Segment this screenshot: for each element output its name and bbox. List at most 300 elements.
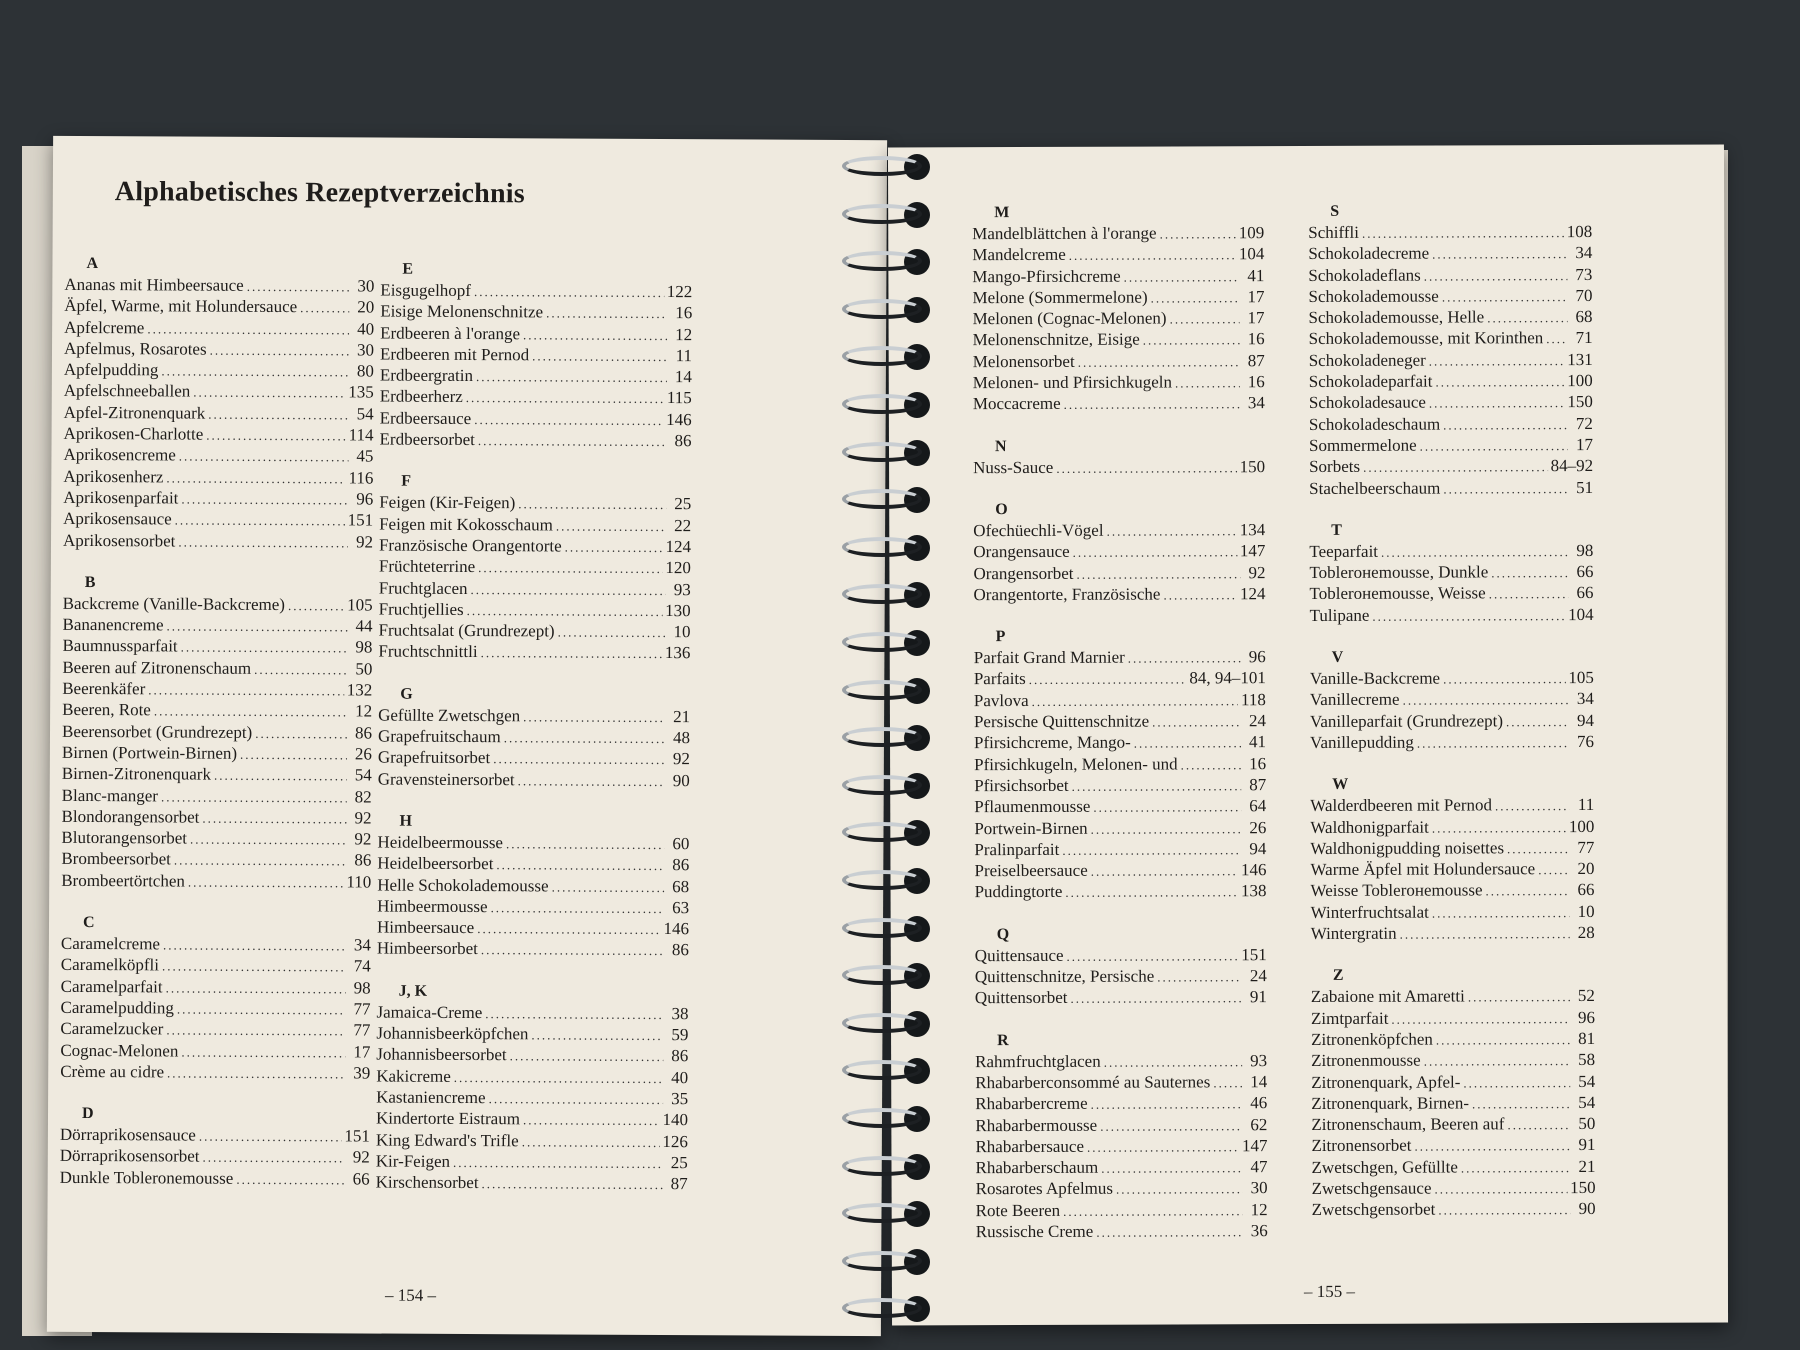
page-reference: 71 bbox=[1575, 328, 1593, 348]
index-entry bbox=[976, 1199, 1268, 1221]
recipe-name: Gefüllte Zwetschgen bbox=[378, 705, 521, 726]
page-reference: 21 bbox=[1578, 1156, 1596, 1176]
page-reference: 26 bbox=[1249, 817, 1267, 837]
dot-leader bbox=[254, 659, 347, 681]
index-entry bbox=[974, 774, 1266, 796]
index-entry bbox=[1310, 816, 1594, 838]
recipe-name: Apfel-Zitronenquark bbox=[63, 402, 206, 423]
page-reference: 150 bbox=[1570, 1177, 1596, 1198]
page-reference: 114 bbox=[348, 425, 374, 445]
index-entry bbox=[975, 965, 1267, 987]
dot-leader bbox=[466, 387, 664, 409]
page-reference: 20 bbox=[1577, 859, 1595, 879]
page-reference: 109 bbox=[1238, 223, 1265, 243]
page-reference: 124 bbox=[1239, 584, 1266, 604]
page-reference: 147 bbox=[1241, 1135, 1268, 1156]
dot-leader bbox=[214, 765, 347, 787]
page-reference: 104 bbox=[1238, 244, 1265, 264]
dot-leader bbox=[1442, 286, 1568, 308]
index-entry bbox=[974, 731, 1266, 753]
recipe-name: Schokoladesauce bbox=[1308, 392, 1426, 413]
recipe-name: Himbeersauce bbox=[376, 917, 475, 938]
index-entry bbox=[973, 371, 1265, 393]
recipe-name: Crème au cidre bbox=[60, 1061, 165, 1082]
dot-leader bbox=[481, 939, 664, 961]
recipe-name: Sommermelone bbox=[1308, 435, 1417, 455]
section-letter: T bbox=[1331, 521, 1342, 539]
index-entry bbox=[61, 975, 371, 998]
page-reference: 90 bbox=[672, 770, 690, 790]
recipe-name: Aprikosenparfait bbox=[63, 487, 179, 508]
page-reference: 36 bbox=[1250, 1221, 1268, 1241]
recipe-name: Pfirsichcreme, Mango- bbox=[973, 732, 1131, 753]
recipe-name: Tulipane bbox=[1309, 605, 1370, 625]
recipe-name: Dörraprikosensauce bbox=[59, 1124, 196, 1145]
dot-leader bbox=[485, 1003, 663, 1025]
index-entry bbox=[380, 280, 692, 303]
index-entry bbox=[376, 1129, 688, 1152]
index-entry bbox=[64, 274, 374, 297]
recipe-name: Rhabarbercreme bbox=[975, 1093, 1088, 1114]
page-reference: 92 bbox=[354, 808, 372, 828]
recipe-name: Zwetschgensorbet bbox=[1311, 1199, 1436, 1220]
page-reference: 77 bbox=[1577, 837, 1595, 857]
page-reference: 24 bbox=[1249, 966, 1267, 986]
page-reference: 91 bbox=[1578, 1135, 1596, 1155]
dot-leader bbox=[523, 1110, 660, 1132]
recipe-name: Brombeersorbet bbox=[61, 849, 171, 869]
dot-leader bbox=[174, 850, 347, 872]
dot-leader bbox=[1538, 859, 1569, 880]
recipe-name: Backcreme (Vanille-Backcreme) bbox=[62, 593, 286, 614]
section-gap bbox=[1310, 625, 1594, 648]
dot-leader bbox=[1100, 1115, 1242, 1137]
recipe-name: Schokolademousse, Helle bbox=[1308, 307, 1485, 328]
recipe-name: Orangensorbet bbox=[973, 563, 1074, 583]
section-letter: R bbox=[997, 1031, 1009, 1049]
index-entry bbox=[974, 689, 1266, 711]
dot-leader bbox=[1463, 1072, 1570, 1094]
recipe-name: Ananas mit Himbeersauce bbox=[64, 274, 244, 295]
section-letter: H bbox=[399, 812, 413, 830]
recipe-name: Aprikosensorbet bbox=[62, 530, 176, 551]
recipe-name: Zwetschgensauce bbox=[1311, 1178, 1432, 1198]
recipe-name: Zitronenquark, Birnen- bbox=[1311, 1093, 1470, 1113]
dot-leader bbox=[1443, 478, 1568, 500]
binding-coil bbox=[838, 676, 932, 706]
recipe-name: Schokoladeparfait bbox=[1308, 371, 1433, 392]
index-entry bbox=[1311, 1070, 1595, 1092]
recipe-name: Blondorangensorbet bbox=[61, 806, 200, 827]
index-entry bbox=[975, 944, 1267, 966]
page-reference: 93 bbox=[1250, 1050, 1268, 1070]
index-entry bbox=[64, 380, 374, 403]
dot-leader bbox=[491, 897, 665, 919]
index-entry bbox=[60, 1039, 370, 1062]
page-reference: 25 bbox=[674, 494, 692, 514]
recipe-name: Puddingtorte bbox=[974, 882, 1063, 902]
index-entry bbox=[380, 343, 692, 366]
recipe-name: Melonen- und Pfirsichkugeln bbox=[972, 372, 1173, 393]
index-entry bbox=[379, 492, 691, 515]
recipe-name: Zitronenschaum, Beeren auf bbox=[1311, 1114, 1505, 1135]
section-letter: J, K bbox=[398, 982, 428, 1000]
index-entry bbox=[1312, 1198, 1596, 1220]
section-letter: W bbox=[1332, 776, 1349, 794]
index-entry bbox=[1309, 306, 1593, 328]
dot-leader bbox=[1417, 732, 1569, 754]
section-letter: Q bbox=[996, 925, 1010, 943]
recipe-name: Fruchtjellies bbox=[378, 599, 464, 619]
index-entry bbox=[63, 508, 373, 531]
recipe-name: Rhabarberconsommé au Sauternes bbox=[975, 1072, 1211, 1093]
dot-leader bbox=[167, 616, 348, 638]
page-reference: 11 bbox=[1577, 795, 1595, 815]
recipe-name: Französische Orangentorte bbox=[378, 535, 562, 556]
dot-leader bbox=[300, 297, 349, 319]
page-reference: 86 bbox=[354, 850, 372, 870]
recipe-name: Grapefruitschaum bbox=[377, 726, 501, 747]
page-reference: 151 bbox=[344, 1126, 370, 1146]
recipe-name: Mandelcreme bbox=[972, 245, 1066, 265]
index-entry bbox=[376, 1172, 688, 1195]
dot-leader bbox=[1372, 605, 1565, 627]
recipe-name: Heidelbeersorbet bbox=[377, 853, 494, 874]
dot-leader bbox=[1163, 584, 1237, 606]
index-entry bbox=[975, 986, 1267, 1008]
section-gap bbox=[377, 959, 689, 983]
recipe-name: Erdbeeren à l'orange bbox=[380, 323, 521, 343]
page-reference: 77 bbox=[353, 999, 371, 1019]
page-reference: 17 bbox=[353, 1041, 371, 1061]
binding-coil bbox=[838, 1294, 932, 1324]
page-reference: 64 bbox=[1249, 796, 1267, 816]
page-reference: 34 bbox=[1247, 393, 1265, 413]
recipe-name: Kakicreme bbox=[376, 1066, 451, 1086]
recipe-name: Persische Quittenschnitze bbox=[973, 711, 1150, 732]
recipe-name: Quittensorbet bbox=[974, 988, 1068, 1008]
page-reference: 30 bbox=[356, 340, 375, 360]
page-reference: 16 bbox=[1247, 329, 1265, 349]
page-reference: 16 bbox=[1249, 753, 1267, 773]
section-letter: M bbox=[994, 204, 1010, 222]
page-reference: 51 bbox=[1576, 477, 1594, 497]
index-entry bbox=[973, 307, 1265, 329]
dot-leader bbox=[1091, 860, 1238, 882]
index-entry bbox=[1309, 582, 1593, 604]
page-number: – 155 – bbox=[1303, 1281, 1355, 1302]
page-reference: 98 bbox=[355, 637, 373, 657]
page-reference: 12 bbox=[355, 701, 373, 721]
page-reference: 94 bbox=[1576, 710, 1594, 730]
recipe-name: Schokoladecreme bbox=[1308, 243, 1430, 264]
index-entry bbox=[380, 386, 692, 409]
index-entry bbox=[62, 721, 372, 744]
binding-coil bbox=[838, 1247, 932, 1277]
index-column bbox=[972, 202, 1268, 1242]
dot-leader bbox=[1072, 775, 1242, 797]
index-entry bbox=[975, 1135, 1267, 1157]
index-entry bbox=[378, 768, 690, 791]
dot-leader bbox=[1432, 902, 1570, 924]
index-entry bbox=[63, 593, 373, 616]
page-reference: 39 bbox=[353, 1063, 371, 1083]
index-entry bbox=[1308, 264, 1592, 286]
recipe-name: Kindertorte Eistraum bbox=[375, 1108, 521, 1129]
dot-leader bbox=[1436, 1029, 1570, 1051]
page-reference: 94 bbox=[1249, 838, 1267, 859]
recipe-name: Melonensorbet bbox=[972, 351, 1075, 371]
index-entry bbox=[1310, 837, 1594, 859]
dot-leader bbox=[1485, 881, 1569, 903]
recipe-name: Warme Äpfel mit Holundersauce bbox=[1310, 859, 1536, 880]
dot-leader bbox=[546, 303, 667, 325]
index-entry bbox=[973, 393, 1265, 415]
recipe-name: Parfait Grand Marnier bbox=[973, 647, 1125, 668]
page-reference: 16 bbox=[675, 303, 693, 323]
recipe-name: Fruchtglacen bbox=[378, 578, 468, 598]
dot-leader bbox=[1495, 795, 1569, 817]
dot-leader bbox=[489, 1088, 664, 1110]
index-entry bbox=[63, 614, 373, 637]
index-entry bbox=[1308, 242, 1592, 264]
recipe-name: Orangensauce bbox=[973, 542, 1070, 562]
dot-leader bbox=[154, 701, 347, 723]
index-entry bbox=[61, 997, 371, 1020]
recipe-name: Schokoladeflans bbox=[1308, 265, 1421, 285]
index-entry bbox=[974, 838, 1266, 860]
recipe-name: Beerenkäfer bbox=[62, 678, 146, 699]
dot-leader bbox=[1064, 394, 1240, 416]
page-reference: 62 bbox=[1250, 1114, 1268, 1134]
dot-leader bbox=[179, 446, 349, 468]
page-reference: 92 bbox=[672, 749, 690, 769]
section-gap bbox=[378, 662, 690, 686]
section-gap bbox=[1309, 498, 1593, 521]
recipe-name: Sorbets bbox=[1309, 457, 1361, 477]
index-entry bbox=[62, 657, 372, 680]
recipe-name: Grapefruitsorbet bbox=[377, 747, 491, 768]
page-reference: 17 bbox=[1247, 287, 1265, 307]
recipe-name: Pflaumenmousse bbox=[974, 796, 1091, 817]
index-entry bbox=[380, 365, 692, 388]
recipe-name: Kastaniencreme bbox=[376, 1087, 486, 1108]
page-reference: 11 bbox=[675, 345, 693, 366]
recipe-name: Zitronenmousse bbox=[1311, 1050, 1421, 1071]
recipe-name: Birnen (Portwein-Birnen) bbox=[61, 742, 238, 763]
section-letter: B bbox=[84, 573, 96, 591]
index-entry bbox=[62, 806, 372, 829]
dot-leader bbox=[1424, 1050, 1571, 1072]
recipe-name: Zitronensorbet bbox=[1311, 1136, 1412, 1156]
recipe-name: Erdbeerherz bbox=[379, 387, 463, 407]
page-reference: 77 bbox=[353, 1020, 371, 1040]
page-reference: 17 bbox=[1247, 308, 1265, 328]
index-entry bbox=[973, 540, 1265, 562]
recipe-name: Wintergratin bbox=[1310, 923, 1397, 944]
section-gap bbox=[973, 414, 1265, 437]
binding-coil bbox=[838, 628, 932, 658]
recipe-name: Apfelmus, Rosarotes bbox=[63, 338, 207, 359]
index-entry bbox=[1311, 901, 1595, 923]
page-reference: 131 bbox=[1567, 349, 1593, 369]
recipe-name: King Edward's Trifle bbox=[375, 1130, 519, 1150]
dot-leader bbox=[190, 829, 347, 851]
dot-leader bbox=[161, 786, 347, 808]
page-reference: 46 bbox=[1250, 1093, 1268, 1113]
dot-leader bbox=[1091, 818, 1242, 840]
recipe-name: Toblerонemousse, Weisse bbox=[1309, 583, 1486, 604]
index-entry bbox=[64, 359, 374, 382]
index-entry bbox=[1308, 285, 1592, 307]
dot-leader bbox=[482, 1173, 663, 1195]
dot-leader bbox=[478, 557, 662, 579]
index-entry bbox=[61, 933, 371, 956]
binding-coil bbox=[838, 200, 932, 230]
dot-leader bbox=[1432, 243, 1567, 265]
page-reference: 10 bbox=[673, 622, 691, 642]
page-reference: 66 bbox=[1576, 562, 1594, 582]
page-reference: 25 bbox=[670, 1152, 688, 1172]
index-entry bbox=[63, 444, 373, 467]
page-reference: 70 bbox=[1575, 285, 1593, 305]
recipe-name: Parfaits bbox=[973, 669, 1026, 689]
recipe-name: Vanillepudding bbox=[1309, 732, 1414, 752]
page-reference: 63 bbox=[672, 897, 690, 917]
dot-leader bbox=[193, 382, 345, 404]
index-entry bbox=[973, 583, 1265, 605]
index-entry bbox=[377, 874, 689, 897]
index-entry bbox=[63, 466, 373, 489]
dot-leader bbox=[1362, 222, 1564, 244]
recipe-name: Melone (Sommermelone) bbox=[972, 287, 1148, 308]
binding-coil bbox=[838, 961, 932, 991]
recipe-name: Erdbeersorbet bbox=[379, 429, 475, 450]
dot-leader bbox=[1506, 711, 1569, 733]
page-reference: 35 bbox=[671, 1088, 689, 1109]
dot-leader bbox=[1032, 690, 1238, 712]
index-entry bbox=[974, 646, 1266, 668]
index-entry bbox=[379, 513, 691, 536]
index-entry bbox=[1311, 1134, 1595, 1156]
dot-leader bbox=[1065, 882, 1238, 904]
page-reference: 80 bbox=[356, 361, 374, 381]
page-reference: 151 bbox=[1241, 944, 1267, 964]
dot-leader bbox=[240, 744, 347, 766]
recipe-name: Pavlova bbox=[973, 690, 1029, 710]
dot-leader bbox=[1104, 1051, 1243, 1073]
dot-leader bbox=[1116, 1179, 1243, 1201]
dot-leader bbox=[1056, 457, 1236, 479]
index-entry bbox=[60, 1145, 370, 1168]
page-reference: 93 bbox=[673, 579, 691, 599]
dot-leader bbox=[565, 536, 663, 558]
index-entry bbox=[377, 917, 689, 940]
index-entry bbox=[64, 423, 374, 446]
index-entry bbox=[1311, 1156, 1595, 1178]
page-reference: 16 bbox=[1247, 372, 1265, 392]
index-entry bbox=[1310, 731, 1594, 753]
recipe-name: Portwein-Birnen bbox=[974, 818, 1088, 838]
recipe-name: Zitronenquark, Apfel- bbox=[1311, 1071, 1461, 1092]
dot-leader bbox=[1143, 330, 1240, 352]
section-gap bbox=[63, 551, 373, 575]
index-entry bbox=[1311, 985, 1595, 1007]
page-reference: 73 bbox=[1575, 264, 1593, 284]
page-reference: 30 bbox=[357, 276, 375, 296]
recipe-name: Beerensorbet (Grundrezept) bbox=[61, 721, 253, 742]
index-entry bbox=[376, 1065, 688, 1088]
index-entry bbox=[379, 598, 691, 621]
page-reference: 45 bbox=[356, 446, 374, 466]
dot-leader bbox=[148, 679, 344, 701]
page-reference: 76 bbox=[1576, 731, 1595, 751]
recipe-name: Melonen (Cognac-Melonen) bbox=[972, 308, 1167, 329]
page-reference: 34 bbox=[353, 935, 371, 955]
index-entry bbox=[976, 1178, 1268, 1200]
index-entry bbox=[1308, 221, 1592, 243]
recipe-name: Orangentorte, Französische bbox=[973, 584, 1161, 605]
dot-leader bbox=[1160, 223, 1236, 245]
binding-coil bbox=[838, 1056, 932, 1086]
recipe-name: Caramelzucker bbox=[60, 1019, 164, 1039]
section-gap bbox=[60, 1082, 370, 1106]
dot-leader bbox=[523, 324, 667, 346]
page-reference: 68 bbox=[1575, 307, 1593, 327]
page-reference: 115 bbox=[666, 388, 692, 408]
index-column bbox=[1308, 201, 1596, 1221]
dot-leader bbox=[531, 1024, 663, 1046]
dot-leader bbox=[255, 723, 347, 745]
page-reference: 140 bbox=[662, 1110, 689, 1130]
page-reference: 12 bbox=[1250, 1199, 1268, 1219]
page-title: Alphabetisches Rezeptverzeichnis bbox=[114, 176, 525, 210]
page-reference: 96 bbox=[356, 489, 374, 509]
dot-leader bbox=[1101, 1157, 1242, 1179]
recipe-name: Stachelbeerschaum bbox=[1309, 478, 1441, 498]
dot-leader bbox=[147, 318, 349, 340]
section-letter: C bbox=[82, 914, 95, 932]
index-entry bbox=[63, 529, 373, 552]
recipe-name: Teeparfait bbox=[1309, 541, 1379, 561]
page-reference: 98 bbox=[353, 978, 371, 998]
page-reference: 82 bbox=[354, 786, 372, 807]
dot-leader bbox=[1124, 266, 1240, 288]
recipe-name: Aprikosencreme bbox=[63, 445, 176, 465]
page-reference: 40 bbox=[671, 1067, 689, 1087]
section-gap bbox=[1310, 752, 1594, 775]
page-reference: 22 bbox=[674, 515, 692, 535]
dot-leader bbox=[1063, 1200, 1243, 1222]
dot-leader bbox=[518, 494, 666, 516]
page-reference: 74 bbox=[353, 956, 371, 976]
dot-leader bbox=[1152, 711, 1241, 733]
dot-leader bbox=[1093, 796, 1241, 818]
recipe-name: Melonenschnitze, Eisige bbox=[972, 330, 1140, 350]
dot-leader bbox=[202, 1147, 344, 1169]
page-reference: 146 bbox=[1240, 860, 1267, 880]
recipe-name: Zitronenköpfchen bbox=[1311, 1029, 1433, 1049]
page-reference: 38 bbox=[671, 1003, 689, 1023]
index-entry bbox=[380, 301, 692, 324]
index-entry bbox=[973, 350, 1265, 372]
index-entry bbox=[378, 641, 690, 664]
dot-leader bbox=[1128, 647, 1241, 669]
recipe-name: Apfelcreme bbox=[64, 317, 145, 337]
index-entry bbox=[1311, 1007, 1595, 1029]
dot-leader bbox=[1066, 945, 1238, 967]
page-reference: 41 bbox=[1247, 265, 1265, 285]
